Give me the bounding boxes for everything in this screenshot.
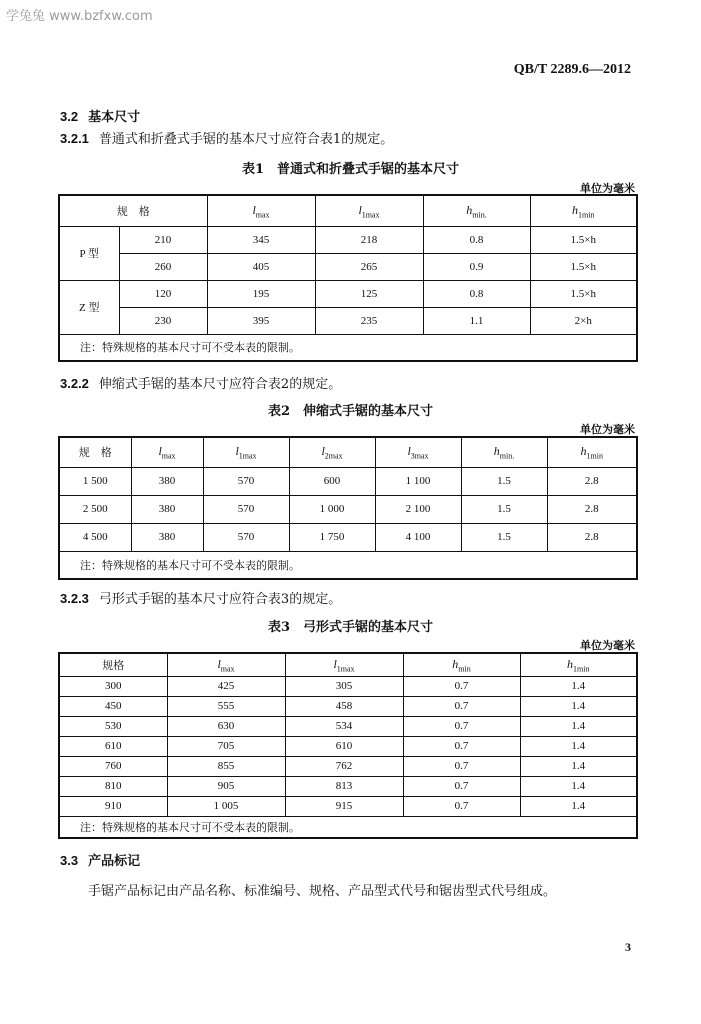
cell: 705: [167, 736, 285, 756]
cell: 235: [315, 307, 423, 334]
header-spec: 规 格: [59, 195, 207, 226]
table-row: [59, 280, 637, 307]
cell: 450: [59, 696, 167, 716]
table-row: [59, 736, 637, 756]
page-number: 3: [625, 940, 631, 954]
cell: 2.8: [547, 467, 637, 495]
table3-caption: 表3 弓形式手锯的基本尺寸: [267, 620, 434, 635]
cell: 1 750: [289, 523, 375, 551]
cell: 1.4: [520, 676, 637, 696]
cell: 120: [119, 280, 207, 307]
standard-number: QB/T 2289.6—2012: [513, 62, 631, 77]
cell: 1.4: [520, 696, 637, 716]
section-title: 产品标记: [88, 854, 141, 869]
table3-header-row: [59, 653, 637, 676]
cell: 0.7: [403, 676, 520, 696]
table-row: [59, 796, 637, 816]
header-col: $l_{1max}$: [203, 437, 289, 467]
cell: 810: [59, 776, 167, 796]
type-label: Z 型: [59, 280, 119, 334]
cell: 570: [203, 495, 289, 523]
table2-header-row: [59, 437, 637, 467]
table-row: [59, 253, 637, 280]
cell: 230: [119, 307, 207, 334]
watermark: 学兔兔 www.bzfxw.com: [6, 9, 153, 24]
section-number: 3.2: [60, 109, 79, 124]
cell: 1 100: [375, 467, 461, 495]
cell: 534: [285, 716, 403, 736]
cell: 630: [167, 716, 285, 736]
header-col: $h_{min}$: [403, 653, 520, 676]
paragraph-3-2-2: [60, 373, 341, 392]
table-note: 注：特殊规格的基本尺寸可不受本表的限制。: [59, 551, 637, 579]
cell: 0.7: [403, 716, 520, 736]
cell: 395: [207, 307, 315, 334]
header-col: $l_{2max}$: [289, 437, 375, 467]
header-col: $h_{1min}$: [520, 653, 637, 676]
cell: 555: [167, 696, 285, 716]
cell: 910: [59, 796, 167, 816]
cell: 195: [207, 280, 315, 307]
table-row: [59, 676, 637, 696]
cell: 1.5×h: [530, 253, 637, 280]
cell: 1 500: [59, 467, 131, 495]
cell: 1.4: [520, 736, 637, 756]
cell: 1.5: [461, 523, 547, 551]
header-col: $l_{3max}$: [375, 437, 461, 467]
cell: 218: [315, 226, 423, 253]
paragraph-3-2-3: [60, 588, 341, 607]
cell: 260: [119, 253, 207, 280]
cell: 0.7: [403, 696, 520, 716]
section-title: 基本尺寸: [88, 110, 141, 125]
table2-caption: 表2 伸缩式手锯的基本尺寸: [267, 404, 434, 419]
table1-header-row: [59, 195, 637, 226]
section-heading-3-2: [60, 106, 140, 125]
table2-note-row: [59, 551, 637, 579]
table-row: [59, 226, 637, 253]
cell: 1.5×h: [530, 280, 637, 307]
cell: 2 500: [59, 495, 131, 523]
cell: 0.7: [403, 736, 520, 756]
cell: 600: [289, 467, 375, 495]
cell: 345: [207, 226, 315, 253]
cell: 1 000: [289, 495, 375, 523]
cell: 0.8: [423, 226, 530, 253]
header-spec: 规格: [59, 653, 167, 676]
table-row: [59, 307, 637, 334]
table1-unit: 单位为毫米: [580, 182, 635, 195]
cell: 425: [167, 676, 285, 696]
clause-number: 3.2.1: [60, 131, 89, 146]
paragraph-3-2-1: [60, 128, 393, 147]
cell: 1.4: [520, 756, 637, 776]
table-row: [59, 467, 637, 495]
header-col: $h_{1min}$: [547, 437, 637, 467]
cell: 380: [131, 467, 203, 495]
cell: 1.5: [461, 467, 547, 495]
cell: 380: [131, 523, 203, 551]
cell: 2×h: [530, 307, 637, 334]
section-heading-3-3: [60, 850, 140, 869]
table2-unit: 单位为毫米: [580, 423, 635, 436]
cell: 530: [59, 716, 167, 736]
table1: [58, 194, 638, 362]
table-row: [59, 756, 637, 776]
paragraph-3-3: 手锯产品标记由产品名称、标准编号、规格、产品型式代号和锯齿型式代号组成。: [88, 884, 557, 899]
cell: 905: [167, 776, 285, 796]
table-row: [59, 523, 637, 551]
cell: 570: [203, 523, 289, 551]
cell: 1 005: [167, 796, 285, 816]
cell: 915: [285, 796, 403, 816]
cell: 405: [207, 253, 315, 280]
cell: 610: [59, 736, 167, 756]
table3-note-row: [59, 816, 637, 838]
table2: [58, 436, 638, 580]
cell: 265: [315, 253, 423, 280]
cell: 300: [59, 676, 167, 696]
cell: 2.8: [547, 495, 637, 523]
table-row: [59, 716, 637, 736]
table1-note-row: [59, 334, 637, 361]
cell: 1.4: [520, 716, 637, 736]
header-col: $h_{min.}$: [461, 437, 547, 467]
clause-text: 普通式和折叠式手锯的基本尺寸应符合表1的规定。: [98, 132, 394, 147]
header-col: $l_{max}$: [167, 653, 285, 676]
cell: 1.1: [423, 307, 530, 334]
cell: 1.5: [461, 495, 547, 523]
header-col: $l_{max}$: [207, 195, 315, 226]
cell: 0.7: [403, 796, 520, 816]
table-note: 注：特殊规格的基本尺寸可不受本表的限制。: [59, 334, 637, 361]
header-col: $l_{1max}$: [285, 653, 403, 676]
header-col: $l_{1max}$: [315, 195, 423, 226]
cell: 1.4: [520, 796, 637, 816]
cell: 855: [167, 756, 285, 776]
cell: 0.8: [423, 280, 530, 307]
cell: 2.8: [547, 523, 637, 551]
cell: 813: [285, 776, 403, 796]
clause-text: 伸缩式手锯的基本尺寸应符合表2的规定。: [98, 377, 342, 392]
clause-number: 3.2.3: [60, 591, 89, 606]
section-number: 3.3: [60, 853, 79, 868]
cell: 762: [285, 756, 403, 776]
cell: 570: [203, 467, 289, 495]
cell: 0.9: [423, 253, 530, 280]
clause-number: 3.2.2: [60, 376, 89, 391]
type-label: P 型: [59, 226, 119, 280]
header-col: $h_{1min}$: [530, 195, 637, 226]
cell: 0.7: [403, 756, 520, 776]
cell: 210: [119, 226, 207, 253]
header-col: $h_{min.}$: [423, 195, 530, 226]
table-row: [59, 696, 637, 716]
table-row: [59, 776, 637, 796]
cell: 1.4: [520, 776, 637, 796]
clause-text: 弓形式手锯的基本尺寸应符合表3的规定。: [98, 592, 342, 607]
table-row: [59, 495, 637, 523]
cell: 2 100: [375, 495, 461, 523]
cell: 380: [131, 495, 203, 523]
cell: 760: [59, 756, 167, 776]
header-col: $l_{max}$: [131, 437, 203, 467]
cell: 4 500: [59, 523, 131, 551]
table1-caption: 表1 普通式和折叠式手锯的基本尺寸: [241, 162, 460, 177]
table3: [58, 652, 638, 839]
cell: 1.5×h: [530, 226, 637, 253]
table-note: 注：特殊规格的基本尺寸可不受本表的限制。: [59, 816, 637, 838]
header-spec: 规 格: [59, 437, 131, 467]
table3-unit: 单位为毫米: [580, 639, 635, 652]
cell: 0.7: [403, 776, 520, 796]
cell: 4 100: [375, 523, 461, 551]
cell: 610: [285, 736, 403, 756]
cell: 458: [285, 696, 403, 716]
cell: 305: [285, 676, 403, 696]
cell: 125: [315, 280, 423, 307]
